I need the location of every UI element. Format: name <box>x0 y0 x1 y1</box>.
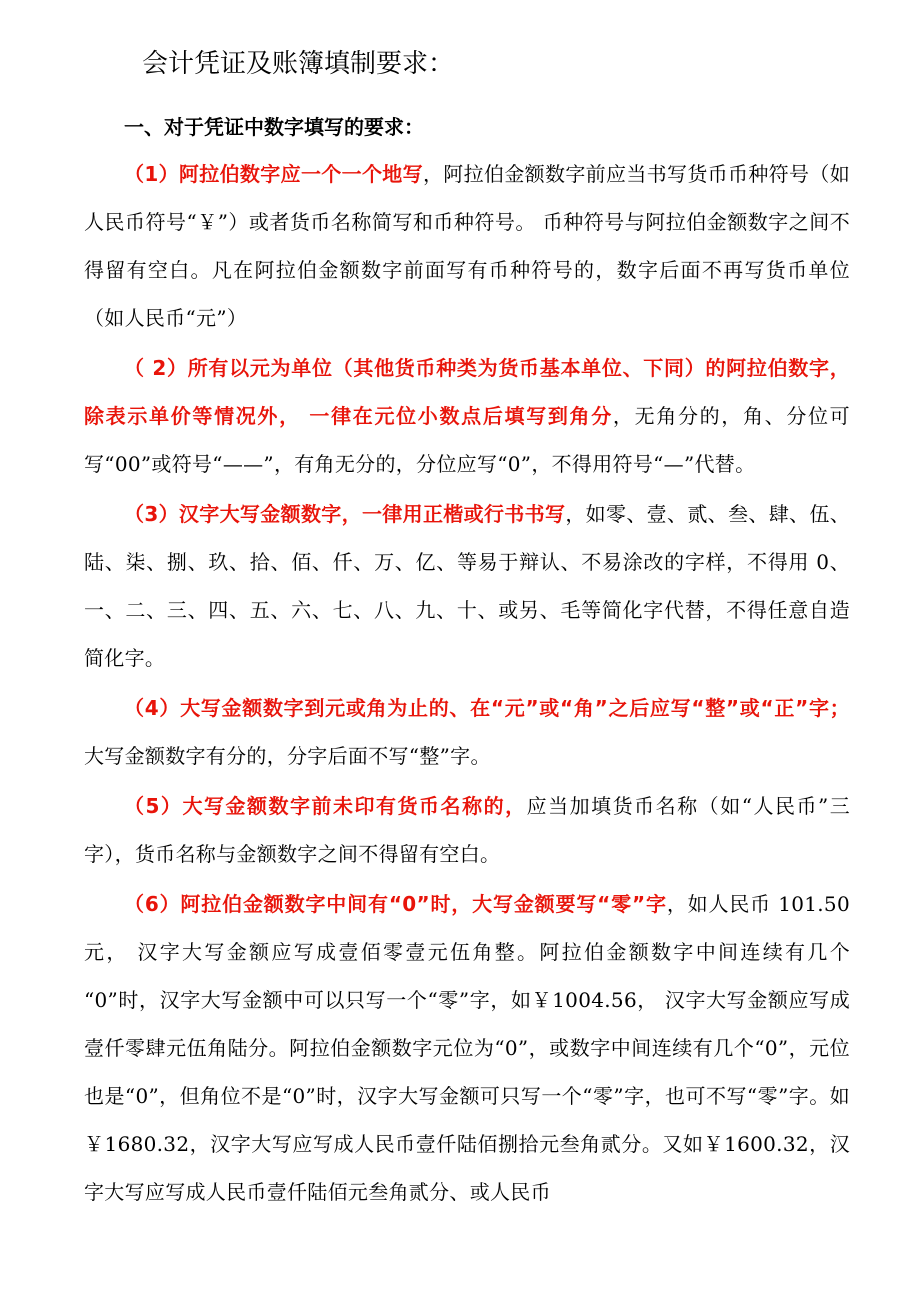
rule-highlight: （5）大写金额数字前未印有货币名称的， <box>124 794 527 818</box>
rule-highlight: （1）阿拉伯数字应一个一个地写 <box>124 162 423 186</box>
section-heading: 一、对于凭证中数字填写的要求： <box>124 115 424 139</box>
rule-highlight: （3）汉字大写金额数字，一律用正楷或行书书写 <box>124 502 566 526</box>
rule-paragraph-4 <box>84 684 850 780</box>
rule-body: 应当加填货币名称（如“人民币”三字），货币名称与金额数字之间不得留有空白。 <box>84 794 851 866</box>
rule-body: ，无角分的，角、分位可写“00”或符号“——”，有角无分的，分位应写“0”，不得用符号“—”代替。 <box>84 404 850 476</box>
document-title: 会计凭证及账簿填制要求： <box>142 49 455 79</box>
rule-paragraph-1 <box>84 150 850 342</box>
rule-body: 大写金额数字有分的，分字后面不写“整”字。 <box>84 744 491 768</box>
rule-highlight: （4）大写金额数字到元或角为止的、在“元”或“角”之后应写“整”或“正”字； <box>124 696 850 720</box>
rule-paragraph-2 <box>84 344 850 488</box>
rule-body: ，如零、壹、贰、叁、肆、伍、 陆、柒、捌、玖、拾、佰、仟、万、亿、等易于辩认、不易涂改的字样，不得用 0、一、二、三、四、五、六、七、八、九、十、或另、毛等简化字代替，不得任意自造简化字。 <box>84 502 851 670</box>
rule-body: ，阿拉伯金额数字前应当书写货币币种符号（如人民币符号“￥”）或者货币名称简写和币种符号。 币种符号与阿拉伯金额数字之间不得留有空白。凡在阿拉伯金额数字前面写有币种符号的，数字后面不再写货币单位（如人民币“元”） <box>84 162 850 330</box>
rule-highlight: （6）阿拉伯金额数字中间有“0”时，大写金额要写“零”字 <box>124 892 667 916</box>
rule-paragraph-5 <box>84 782 850 878</box>
rule-paragraph-3 <box>84 490 850 682</box>
rule-body: ，如人民币 101.50 元， 汉字大写金额应写成壹佰零壹元伍角整。阿拉伯金额数字中间连续有几个 “0”时，汉字大写金额中可以只写一个“零”字，如￥1004.56， 汉字大写金额应写成壹仟零肆元伍角陆分。阿拉伯金额数字元位为“0”，或数字中间连续有几个“0”，元位也是“0”，但角位不是“0”时，汉字大写金额可只写一个“零”字，也可不写“零”字。如￥1680.32，汉字大写应写成人民币壹仟陆佰捌拾元叁角贰分。又如￥1600.32，汉字大写应写成人民币壹仟陆佰元叁角贰分、或人民币 <box>84 892 850 1204</box>
rule-highlight: （ 2）所有以元为单位（其他货币种类为货币基本单位、下同）的阿拉伯数字，除表示单价等情况外， 一律在元位小数点后填写到角分 <box>84 356 850 428</box>
rule-paragraph-6 <box>84 880 850 1216</box>
